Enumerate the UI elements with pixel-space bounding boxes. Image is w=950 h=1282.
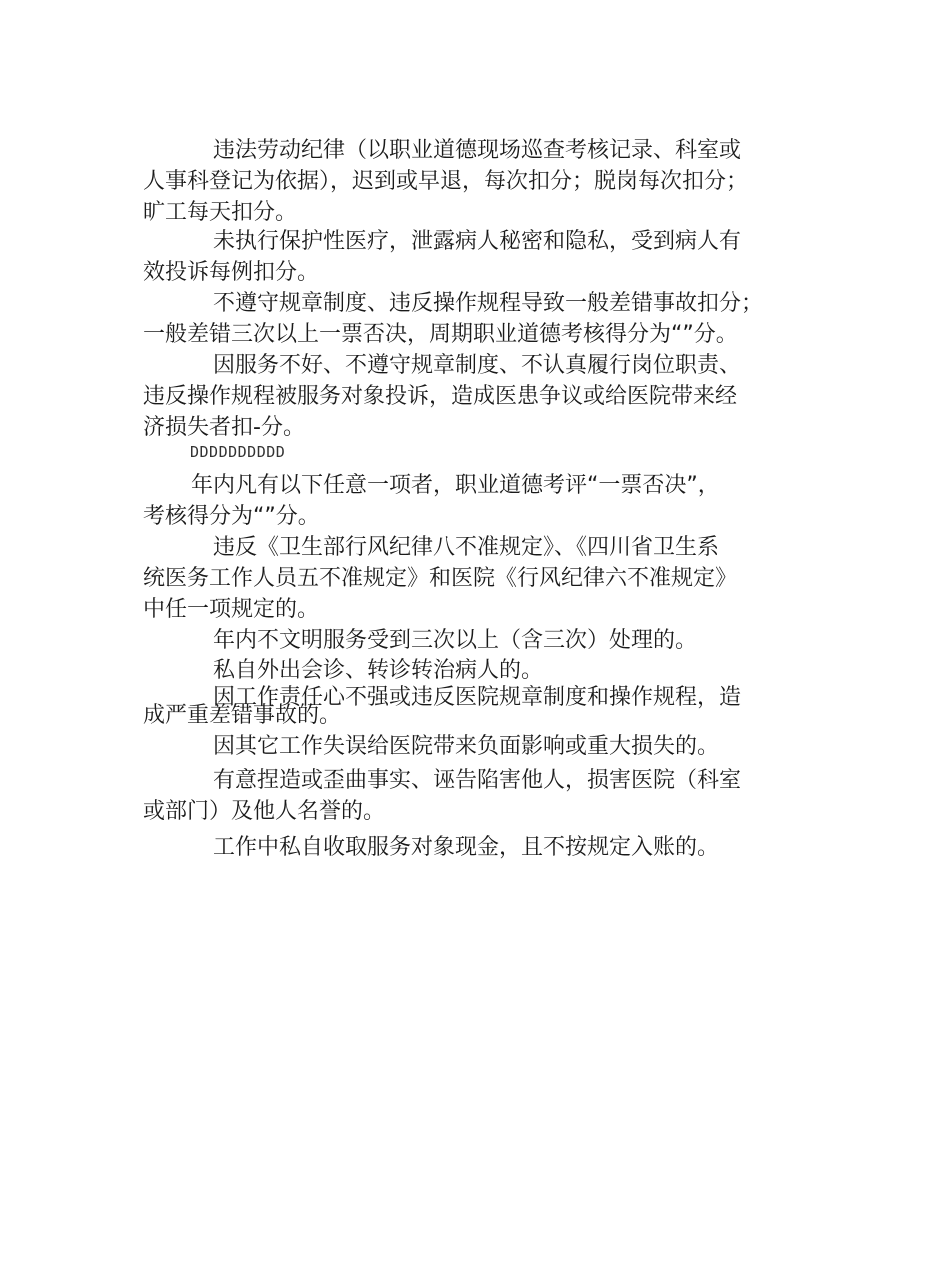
text-line: 违反《卫生部行风纪律八不准规定》、《四川省卫生系	[213, 535, 720, 560]
text-line: 年内不文明服务受到三次以上（含三次）处理的。	[213, 628, 698, 653]
paragraph-service-complaint	[143, 350, 823, 443]
veto-item	[143, 532, 823, 625]
text-line: 济损失者扣-分。	[143, 415, 305, 440]
text-line: 违法劳动纪律（以职业道德现场巡查考核记录、科室或	[213, 138, 742, 163]
veto-item	[143, 832, 823, 863]
text-line: 因其它工作失误给医院带来负面影响或重大损失的。	[213, 734, 720, 759]
text-line: 效投诉每例扣分。	[143, 260, 320, 285]
text-line: 年内凡有以下任意一项者，职业道德考评“一票否决”，	[191, 473, 720, 498]
text-line: 统医务工作人员五不准规定》和医院《行风纪律六不准规定》	[143, 566, 738, 591]
text-line: 考核得分为“”分。	[143, 504, 320, 529]
veto-item	[143, 765, 823, 827]
text-line: 中任一项规定的。	[143, 597, 320, 622]
veto-item	[143, 682, 823, 731]
text-line: 违反操作规程被服务对象投诉，造成医患争议或给医院带来经	[143, 384, 738, 409]
text-line: 一般差错三次以上一票否决，周期职业道德考核得分为“”分。	[143, 322, 738, 347]
text-line: 不遵守规章制度、违反操作规程导致一般差错事故扣分；	[213, 291, 764, 316]
paragraph-rules-violation	[143, 288, 823, 350]
text-line: 未执行保护性医疗，泄露病人秘密和隐私，受到病人有	[213, 229, 742, 254]
text-line: 私自外出会诊、转诊转治病人的。	[213, 658, 544, 683]
text-line: 因工作责任心不强或违反医院规章制度和操作规程，造	[213, 685, 742, 710]
paragraph-labor-discipline	[143, 135, 823, 228]
text-line: 或部门）及他人名誉的。	[143, 799, 386, 824]
text-line: 人事科登记为依据），迟到或早退，每次扣分；脱岗每次扣分；	[143, 169, 749, 194]
text-line: 旷工每天扣分。	[143, 200, 298, 225]
text-line: 因服务不好、不遵守规章制度、不认真履行岗位职责、	[213, 353, 742, 378]
text-line: 工作中私自收取服务对象现金，且不按规定入账的。	[213, 835, 720, 860]
placeholder-marker: DDDDDDDDDD	[190, 443, 286, 461]
veto-item	[143, 625, 823, 656]
text-line: 成严重差错事故的。	[143, 703, 342, 728]
paragraph-veto-intro	[143, 470, 823, 532]
veto-item	[143, 731, 823, 762]
text-line: 有意捏造或歪曲事实、诬告陷害他人，损害医院（科室	[213, 768, 742, 793]
paragraph-privacy	[143, 226, 823, 288]
